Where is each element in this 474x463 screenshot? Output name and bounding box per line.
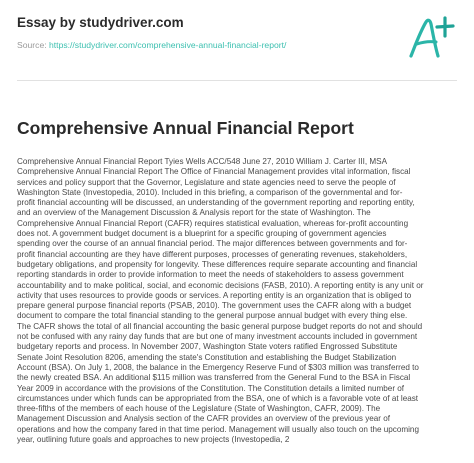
body-line: circumstances under which funds can be appropriated from the BSA, one of which is a favorable vote of at least bbox=[17, 393, 419, 403]
header-divider bbox=[17, 80, 457, 81]
body-line: spending over the course of an annual financial period. The major differences between governments and for- bbox=[17, 239, 408, 249]
source-url-link[interactable]: https://studydriver.com/comprehensive-annual-financial-report/ bbox=[49, 40, 287, 50]
source-label: Source: bbox=[17, 40, 50, 50]
body-line: year, outlining future goals and approaches to new projects (Investopedia, 2 bbox=[17, 435, 290, 445]
body-line: The CAFR shows the total of all financial accounting the basic general purpose budget reports do not and should bbox=[17, 321, 423, 331]
body-line: Year 2009 in accordance with the provisions of the Constitution. The Constitution details a limited number of bbox=[17, 383, 405, 393]
body-line: Senate Joint Resolution 8206, amending the state's Constitution and establishing the Budget Stabilization bbox=[17, 352, 397, 362]
body-line: budgetary reports and process. In November 2007, Washington State voters ratified Engrossed Substitute bbox=[17, 342, 398, 352]
essay-body bbox=[17, 157, 457, 445]
body-line: three-fifths of the members of each house of the Legislature (State of Washington, CAFR, 2009). The bbox=[17, 404, 381, 414]
body-line: prepare general purpose financial reports (PSAB, 2010). The government uses the CAFR along with a budget bbox=[17, 301, 412, 311]
source-line bbox=[17, 40, 286, 50]
body-line: reporting standards in order to provide information to meet the needs of stakeholders to assess government bbox=[17, 270, 404, 280]
body-line: and an overview of the Management Discussion & Analysis report for the state of Washington. The bbox=[17, 208, 371, 218]
body-line: the newly created BSA. An additional $115 million was transferred from the General Fund to the BSA in Fiscal bbox=[17, 373, 411, 383]
body-line: does not. A government budget document is a blueprint for a specific grouping of government agencies bbox=[17, 229, 387, 239]
body-line: profit financial accounting are they have different purposes, processes of generating revenues, stakeholders, bbox=[17, 249, 408, 259]
body-line: Comprehensive Annual Financial Report (CAFR) requires statistical evaluation, whereas for-profit accounting bbox=[17, 218, 409, 228]
body-line: Washington State (Investopedia, 2010). Included in this briefing, a comparison of the governmental and for- bbox=[17, 187, 403, 197]
body-line: not be confused with any rainy day funds that are but one of many investment accounts included in government bbox=[17, 332, 418, 342]
brand-title[interactable]: Essay by studydriver.com bbox=[17, 15, 184, 30]
page-header bbox=[17, 12, 457, 82]
body-line: operations and how the company fared in that time period. Management will usually also touch on the upcoming bbox=[17, 424, 419, 434]
body-line: Management Discussion and Analysis section of the CAFR provides an overview of the previous year of bbox=[17, 414, 391, 424]
body-line: activity that uses resources to provide goods or services. A reporting entity is an organization that is obliged to bbox=[17, 290, 412, 300]
body-line: profit financial accounting will be discussed, an understanding of the government reporting and reporting entity, bbox=[17, 198, 415, 208]
body-line: services and policy support that the Governor, Legislature and state agencies need to serve the people of bbox=[17, 177, 396, 187]
body-line: document to compare the total financial standing to the general purpose annual budget with every thing else. bbox=[17, 311, 408, 321]
body-line: Comprehensive Annual Financial Report Tyies Wells ACC/548 June 27, 2010 William J. Carter III, MSA bbox=[17, 157, 388, 166]
body-line: Comprehensive Annual Financial Report The Office of Financial Management provides vital information, fiscal bbox=[17, 167, 411, 177]
body-line: Account (BSA). On July 1, 2008, the balance in the Emergency Reserve Fund of $303 million was transferred to bbox=[17, 362, 419, 372]
body-line: budgetary obligations, and propensity for longevity. These differences require separate accounting and financial bbox=[17, 259, 418, 269]
body-line: accountability and to make political, social, and economic decisions (FASB, 2010). A reporting entity is any unit or bbox=[17, 280, 424, 290]
a-plus-logo-icon bbox=[405, 12, 457, 64]
page-title: Comprehensive Annual Financial Report bbox=[17, 118, 354, 138]
